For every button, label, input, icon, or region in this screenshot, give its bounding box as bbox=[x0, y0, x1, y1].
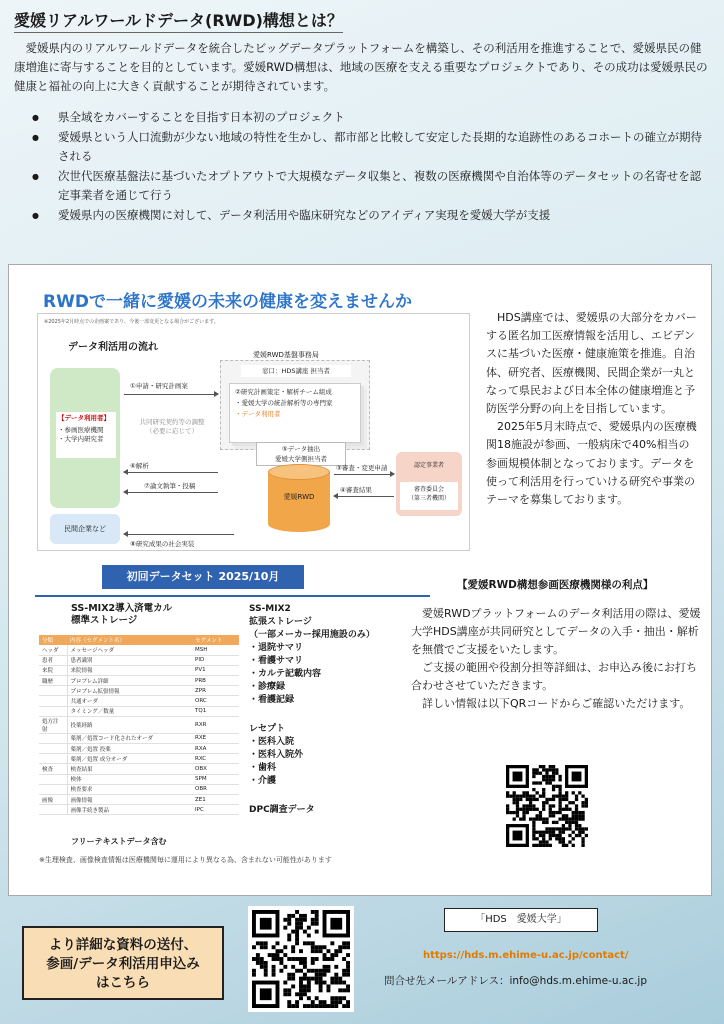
database-icon bbox=[268, 464, 330, 532]
table-row bbox=[39, 774, 239, 784]
dataset-footnote: ※生理検査、画像検査情報は医療機関毎に運用により異なる為、含まれない可能性があります bbox=[39, 856, 332, 864]
list-item: ● 愛媛県内の医療機関に対して、データ利活用や臨床研究などのアイディア実現を愛媛大学が支援 bbox=[22, 206, 710, 225]
table-row bbox=[39, 665, 239, 675]
free-text-note: フリーテキストデータ含む bbox=[71, 837, 167, 846]
main-panel bbox=[8, 264, 712, 896]
table-cell: OBX bbox=[192, 764, 239, 774]
arrow bbox=[124, 492, 218, 493]
table-header: 分類 bbox=[39, 635, 67, 645]
qr-code-container bbox=[248, 906, 354, 1012]
table-cell bbox=[39, 733, 67, 743]
data-extract-box: ⑤データ抽出 愛媛大学側担当者 bbox=[256, 442, 346, 466]
standard-storage-title: SS-MIX2導入済電カル 標準ストレージ bbox=[71, 603, 173, 626]
table-row bbox=[39, 784, 239, 794]
segment-table bbox=[39, 635, 239, 815]
table-row bbox=[39, 706, 239, 716]
benefit-paragraph: 詳しい情報は以下QRコードからご確認いただけます。 bbox=[422, 697, 691, 710]
table-header: セグメント bbox=[192, 635, 239, 645]
intro-section bbox=[14, 8, 710, 226]
table-cell bbox=[39, 784, 67, 794]
table-cell: OBR bbox=[192, 784, 239, 794]
office-contact: 窓口：HDS講座 担当者 bbox=[241, 365, 351, 377]
table-row bbox=[39, 645, 239, 655]
table-row bbox=[39, 676, 239, 686]
table-cell: 共通オーダ bbox=[67, 696, 192, 706]
receipt-title: レセプト bbox=[249, 724, 286, 734]
table-cell: プロブレム詳細 bbox=[67, 676, 192, 686]
dpc-label: DPC調査データ bbox=[249, 805, 315, 815]
contact-email[interactable]: 問合せ先メールアドレス：info@hds.m.ehime-u.ac.jp bbox=[384, 975, 647, 987]
receipt-items: ・医科入院 ・医科入院外 ・歯科 ・介護 bbox=[249, 737, 304, 786]
office-line: ・データ利用者 bbox=[235, 410, 281, 418]
table-cell bbox=[39, 686, 67, 696]
list-item: ● 次世代医療基盤法に基づいたオプトアウトで大規模なデータ収集と、複数の医療機関や自治体等のデータセットの名寄せを認定事業者を通じて行う bbox=[22, 167, 710, 205]
table-header-row bbox=[39, 635, 239, 645]
office-box bbox=[220, 360, 370, 450]
table-cell: PID bbox=[192, 655, 239, 665]
panel-headline: RWDで一緒に愛媛の未来の健康を変えませんか bbox=[43, 292, 412, 312]
table-cell bbox=[39, 696, 67, 706]
table-row bbox=[39, 733, 239, 743]
table-cell: RXR bbox=[192, 716, 239, 733]
office-label: 愛媛RWD基盤事務局 bbox=[253, 351, 319, 359]
divider bbox=[35, 595, 430, 597]
table-cell bbox=[39, 805, 67, 815]
table-row bbox=[39, 686, 239, 696]
apply-here-box[interactable]: より詳細な資料の送付、 参画/データ利活用申込み はこちら bbox=[22, 926, 224, 1000]
database-label: 愛媛RWD bbox=[283, 493, 315, 501]
hds-paragraph: HDS講座では、愛媛県の大部分をカバーする匿名加工医療情報を活用し、エビデンスに基づいた医療・健康施策を推進。自治体、研究者、医療機関、民間企業が一丸となって県民および日本全体の健康増進と予防医学分野の向上を目指しています。 bbox=[486, 311, 697, 416]
table-cell: 薬剤／処置 成分オーダ bbox=[67, 754, 192, 764]
extended-storage-column bbox=[249, 603, 375, 817]
data-user-box bbox=[50, 368, 120, 508]
arrow bbox=[124, 394, 218, 395]
benefit-description bbox=[411, 605, 703, 713]
data-flow-diagram bbox=[37, 313, 470, 551]
table-row bbox=[39, 764, 239, 774]
table-row bbox=[39, 805, 239, 815]
table-cell: 検体 bbox=[67, 774, 192, 784]
contact-url-link[interactable]: https://hds.m.ehime-u.ac.jp/contact/ bbox=[423, 950, 629, 961]
intro-paragraph: 愛媛県内のリアルワールドデータを統合したビッグデータプラットフォームを構築し、その利活用を推進することで、愛媛県民の健康増進に寄与することを目的としています。愛媛RWD構想は、地域の医療を支える重要なプロジェクトであり、その成功は愛媛県民の健康と福祉の向上に大きく貢献することが期待されています。 bbox=[14, 41, 708, 93]
table-cell: 画像手続き製品 bbox=[67, 805, 192, 815]
flow-title: データ利活用の流れ bbox=[68, 342, 158, 353]
table-cell: SPM bbox=[192, 774, 239, 784]
table-cell: 検査要求 bbox=[67, 784, 192, 794]
certified-operator-box bbox=[396, 452, 462, 516]
dataset-banner: 初回データセット 2025/10月 bbox=[102, 565, 304, 589]
data-user-title: 【データ利用者】 bbox=[58, 414, 110, 422]
table-cell: 薬剤／処置コード化されたオーダ bbox=[67, 733, 192, 743]
table-row bbox=[39, 655, 239, 665]
table-cell: ZE1 bbox=[192, 794, 239, 804]
step-1-label: ①申請・研究計画案 bbox=[130, 382, 188, 390]
list-item: ● 県全域をカバーすることを目指す日本初のプロジェクト bbox=[22, 108, 710, 127]
table-cell: PRB bbox=[192, 676, 239, 686]
table-cell: 来院情報 bbox=[67, 665, 192, 675]
table-cell: IPC bbox=[192, 805, 239, 815]
table-cell: メッセージヘッダ bbox=[67, 645, 192, 655]
private-company-box: 民間企業など bbox=[50, 514, 120, 544]
office-line: ②研究計画策定・解析チーム組成 bbox=[235, 388, 332, 396]
table-cell: 薬剤／処置 投薬 bbox=[67, 744, 192, 754]
table-cell: ZPR bbox=[192, 686, 239, 696]
table-row bbox=[39, 744, 239, 754]
table-cell: RXC bbox=[192, 754, 239, 764]
table-cell: 画像 bbox=[39, 794, 67, 804]
benefit-paragraph: ご支援の範囲や役割分担等詳細は、お申込み後にお打ち合わせさせていただきます。 bbox=[411, 661, 697, 692]
data-user-items: ・参画医療機関 ・大学内研究者 bbox=[58, 426, 104, 443]
step-8-label: ⑧研究成果の社会実装 bbox=[130, 540, 195, 548]
table-cell: RXA bbox=[192, 744, 239, 754]
benefit-title: 【愛媛RWD構想参画医療機関様の利点】 bbox=[457, 579, 654, 591]
arrow bbox=[334, 496, 394, 497]
review-committee-label: 審査委員会 （第三者機関） bbox=[400, 482, 458, 510]
table-cell bbox=[39, 744, 67, 754]
analysis-team-card bbox=[229, 383, 361, 443]
table-cell: 患者 bbox=[39, 655, 67, 665]
table-cell bbox=[39, 706, 67, 716]
page-title: 愛媛リアルワールドデータ(RWD)構想とは？ bbox=[14, 8, 343, 33]
table-cell: 患者識別 bbox=[67, 655, 192, 665]
arrow bbox=[334, 474, 394, 475]
table-cell: MSH bbox=[192, 645, 239, 655]
extended-storage-items: ・退院サマリ ・看護サマリ ・カルテ記載内容 ・診療録 ・看護記録 bbox=[249, 643, 322, 705]
table-cell: タイミング／数量 bbox=[67, 706, 192, 716]
arrow bbox=[124, 472, 218, 473]
step-7-label: ⑦論文執筆・投稿 bbox=[144, 482, 196, 490]
table-cell: TQ1 bbox=[192, 706, 239, 716]
table-cell: 処方注射 bbox=[39, 716, 67, 733]
table-cell: PV1 bbox=[192, 665, 239, 675]
table-body bbox=[39, 645, 239, 815]
qr-code-icon[interactable] bbox=[252, 910, 350, 1008]
contract-note: 共同研究契約等の調整 （必要に応じて） bbox=[139, 418, 205, 435]
office-line: ・愛媛大学の統計解析等の専門家 bbox=[235, 399, 333, 407]
table-row bbox=[39, 754, 239, 764]
table-cell: RXE bbox=[192, 733, 239, 743]
table-cell: ヘッダ bbox=[39, 645, 67, 655]
organization-label: 「HDS 愛媛大学」 bbox=[444, 908, 598, 932]
step-6-label: ⑥解析 bbox=[130, 462, 149, 470]
table-cell: 画像情報 bbox=[67, 794, 192, 804]
table-cell: 職歴 bbox=[39, 676, 67, 686]
table-cell bbox=[39, 754, 67, 764]
table-cell: 検査結果 bbox=[67, 764, 192, 774]
qr-code-icon[interactable] bbox=[506, 765, 588, 847]
step-4-label: ④審査結果 bbox=[340, 486, 372, 494]
table-row bbox=[39, 716, 239, 733]
table-cell: 投薬経路 bbox=[67, 716, 192, 733]
table-cell: ORC bbox=[192, 696, 239, 706]
table-row bbox=[39, 696, 239, 706]
hds-paragraph: 2025年5月末時点で、愛媛県内の医療機関18施設が参画、一般病床で40%相当の参画規模体制となっております。データを使って利活用を行っていける研究や事業のテーマを募集しております。 bbox=[486, 420, 697, 507]
certified-operator-label: 認定事業者 bbox=[413, 462, 444, 469]
feature-list bbox=[14, 108, 710, 225]
list-item: ● 愛媛県という人口流動が少ない地域の特性を生かし、都市部と比較して安定した長期的な追跡性のあるコホートの確立が期待される bbox=[22, 128, 710, 166]
table-row bbox=[39, 794, 239, 804]
step-3-label: ③審査・変更申請 bbox=[336, 464, 388, 472]
table-cell: 来院 bbox=[39, 665, 67, 675]
arrow bbox=[124, 534, 234, 535]
hds-description bbox=[486, 309, 700, 509]
benefit-paragraph: 愛媛RWDプラットフォームのデータ利活用の際は、愛媛大学HDS講座が共同研究としてデータの入手・抽出・解析を無償でご支援をいたします。 bbox=[411, 607, 701, 656]
extended-storage-title: SS-MIX2 拡張ストレージ （一部メーカー採用施設のみ） bbox=[249, 604, 375, 640]
table-cell bbox=[39, 774, 67, 784]
table-header: 内容（セグメント名） bbox=[67, 635, 192, 645]
flow-note: ※2025年2月時点での企画案であり、今後一部変更となる場合がございます。 bbox=[44, 319, 219, 325]
table-cell: 検査 bbox=[39, 764, 67, 774]
table-cell: プロブレム拡張情報 bbox=[67, 686, 192, 696]
